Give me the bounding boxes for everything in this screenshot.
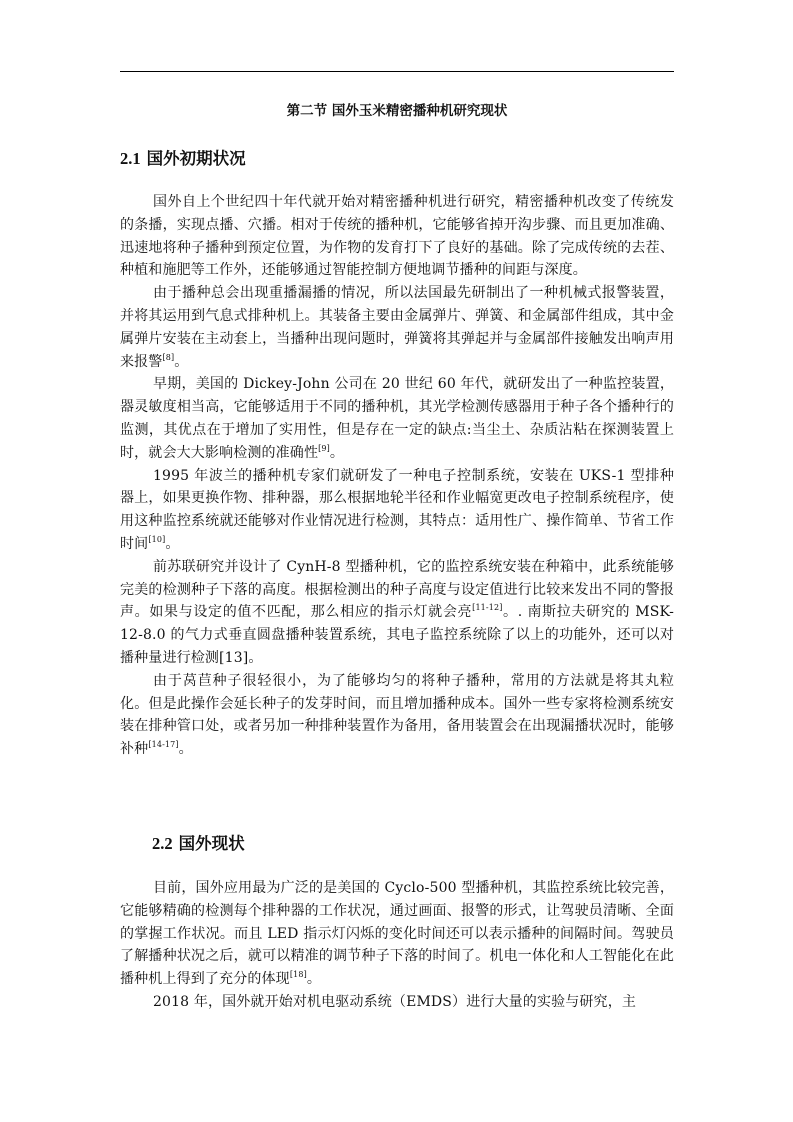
heading-number: 2.1 — [120, 149, 141, 168]
paragraph: 由于播种总会出现重播漏播的情况，所以法国最先研制出了一种机械式报警装置，并将其运用到气息式排种机上。其装备主要由金属弹片、弹簧、和金属部件组成，其中金属弹片安装在主动套上，当播种出现问题时，弹簧将其弹起并与金属部件接触发出响声用来报警[8]。 — [120, 285, 674, 370]
paragraph: 前苏联研究并设计了 CynH-8 型播种机，它的监控系统安装在种箱中，此系统能够完美的检测种子下落的高度。根据检测出的种子高度与设定值进行比较来发出不同的警报声。如果与设定的值不匹配，那么相应的指示灯就会亮[11-12]。. 南斯拉夫研究的 MSK-12-8.0 的气力式垂直圆盘播种装置系统，其电子监控系统除了以上的功能外，还可以对播种量进行检测[13]。 — [120, 558, 674, 666]
heading-number: 2.2 — [152, 834, 173, 853]
heading-2-1 — [120, 148, 246, 170]
heading-text: 国外初期状况 — [146, 149, 246, 168]
citation: [11-12] — [472, 603, 503, 613]
body-block-2-2 — [120, 877, 674, 1014]
paragraph: 国外自上个世纪四十年代就开始对精密播种机进行研究，精密播种机改变了传统发的条播，实现点播、穴播。相对于传统的播种机，它能够省掉开沟步骤、而且更加准确、迅速地将种子播种到预定位置，为作物的发育打下了良好的基础。除了完成传统的去茬、种植和施肥等工作外，还能够通过智能控制方便地调节播种的间距与深度。 — [120, 194, 674, 279]
heading-text: 国外现状 — [178, 834, 245, 853]
citation: [18] — [289, 970, 307, 980]
paragraph: 早期，美国的 Dickey-John 公司在 20 世纪 60 年代，就研发出了一种监控装置，器灵敏度相当高，它能够适用于不同的播种机，其光学检测传感器用于种子各个播种行的监测，其优点在于增加了实用性，但是存在一定的缺点:当尘土、杂质沾粘在探测装置上时，就会大大影响检测的准确性[9]。 — [120, 376, 674, 461]
header-rule — [120, 71, 674, 72]
body-block-2-1 — [120, 191, 674, 761]
section-title: 第二节 国外玉米精密播种机研究现状 — [286, 103, 508, 119]
citation: [10] — [148, 534, 166, 544]
paragraph: 目前，国外应用最为广泛的是美国的 Cyclo-500 型播种机，其监控系统比较完善，它能够精确的检测每个排种器的工作状况，通过画面、报警的形式，让驾驶员清晰、全面的掌握工作状况。而且 LED 指示灯闪烁的变化时间还可以表示播种的间隔时间。驾驶员了解播种状况之后，就可以精准的调节种子下落的时间了。机电一体化和人工智能化在此播种机上得到了充分的体现[18]。 — [120, 880, 674, 988]
citation: [8] — [162, 352, 175, 362]
paragraph: 1995 年波兰的播种机专家们就研发了一种电子控制系统，安装在 UKS-1 型排种器上，如果更换作物、排种器，那么根据地轮半径和作业幅宽更改电子控制系统程序，使用这种监控系统就还能够对作业情况进行检测，其特点：适用性广、操作简单、节省工作时间[10]。 — [120, 467, 674, 552]
heading-2-2 — [152, 833, 245, 855]
paragraph: 由于莴苣种子很轻很小，为了能够均匀的将种子播种，常用的方法就是将其丸粒化。但是此操作会延长种子的发芽时间，而且增加播种成本。国外一些专家将检测系统安装在排种管口处，或者另加一种排种装置作为备用，备用装置会在出现漏播状况时，能够补种[14-17]。 — [120, 672, 674, 758]
citation: [14-17] — [148, 740, 179, 750]
citation: [9] — [318, 443, 330, 453]
paragraph: 2018 年，国外就开始对机电驱动系统（EMDS）进行大量的实验与研究，主 — [153, 993, 636, 1010]
